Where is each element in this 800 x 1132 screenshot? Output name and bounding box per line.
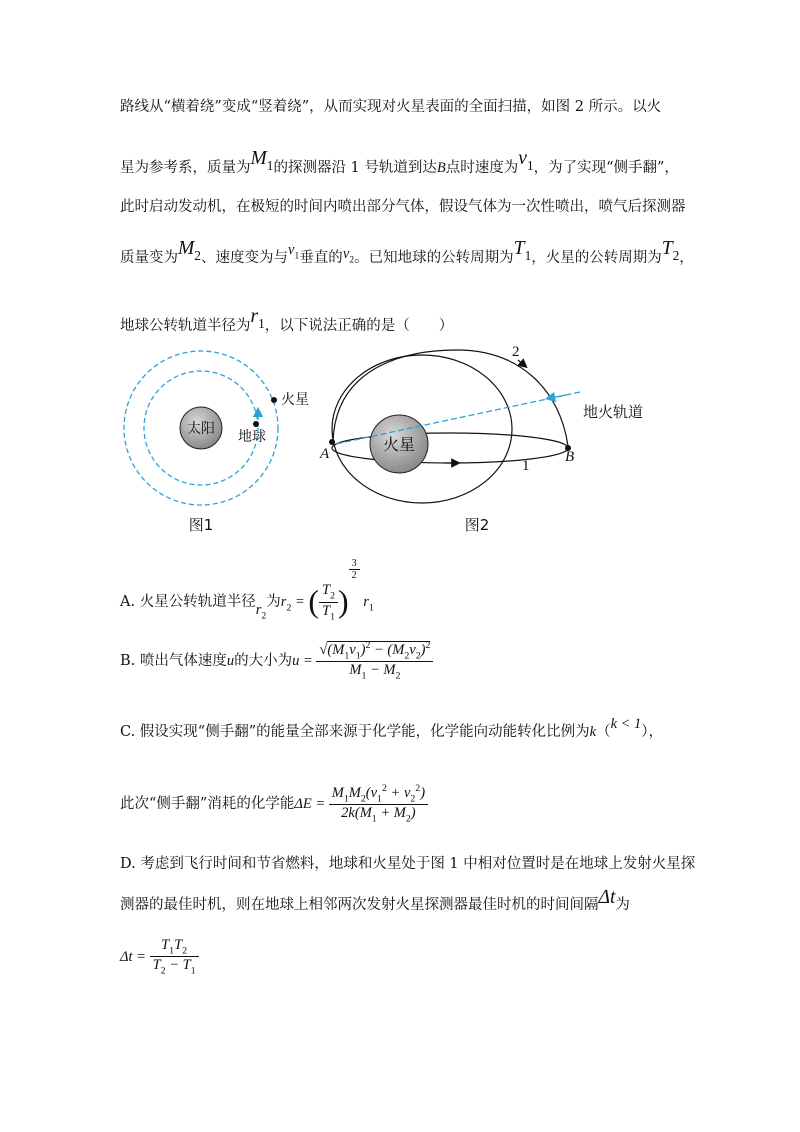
- option-b: B. 喷出气体速度u的大小为u = $\frac{√(M_1v_1)^2 - (M_2v_2)^2}{M_1 - M_2}$: [120, 640, 433, 682]
- var-v1: $v_1$: [287, 242, 300, 262]
- orbit-figures: [110, 340, 670, 540]
- text: 垂直的: [299, 250, 343, 266]
- text: 测器的最佳时机，则在地球上相邻两次发射火星探测器最佳时机的时间间隔: [120, 897, 599, 913]
- option-d-formula: Δt = $\frac{T_1T_2}{T_2 - T_1}$: [120, 937, 199, 977]
- text: ，以下说法正确的是（ ）: [264, 318, 454, 334]
- formula-c: $\frac{M_1M_2(v_1^2 + v_2^2)}{2k(M_1 + M_2)}$: [329, 783, 428, 825]
- earth-label: 地球: [238, 429, 266, 445]
- text: ），: [641, 724, 664, 740]
- var-r2: $r_2$: [255, 602, 267, 622]
- option-d-line-2: [120, 887, 630, 914]
- text: 的探测器沿 1 号轨道到达: [273, 160, 437, 176]
- text: ，火星的公转周期为: [531, 250, 662, 266]
- formula-d: $\frac{T_1T_2}{T_2 - T_1}$: [150, 937, 199, 977]
- fraction-t2-t1: $\frac{T_2}{T_1}$: [319, 582, 338, 622]
- option-d-text: D. 考虑到飞行时间和节省燃料，地球和火星处于图 1 中相对位置时是在地球上发射火星探: [120, 856, 696, 872]
- var-T2: $T_2$: [661, 238, 680, 263]
- text: 、速度变为与: [200, 250, 288, 266]
- orbit-2: [333, 350, 568, 446]
- var-r2: $r_2$: [280, 594, 292, 614]
- formula-b: $\frac{√(M_1v_1)^2 - (M_2v_2)^2}{M_1 - M_2}$: [316, 640, 433, 682]
- option-c-text: C. 假设实现“侧手翻”的能量全部来源于化学能，化学能向动能转化比例为: [120, 724, 590, 740]
- text: 的大小为: [234, 652, 293, 669]
- option-b-text: B. 喷出气体速度: [120, 652, 227, 669]
- orbit-1-label: 1: [522, 458, 530, 474]
- text: 地球公转轨道半径为: [120, 318, 251, 334]
- var-v2: $v_2$: [342, 246, 355, 266]
- var-u: u: [292, 652, 300, 669]
- sun-label: 太阳: [187, 421, 215, 437]
- text: 质量变为: [120, 250, 178, 266]
- option-d-line-1: [120, 852, 695, 873]
- text: 为: [266, 594, 281, 610]
- var-M1: $M_1$: [250, 148, 274, 173]
- paragraph-line-3: [120, 195, 686, 216]
- mars-dot: [271, 397, 277, 403]
- orbit-2-label: 2: [512, 344, 520, 360]
- option-a: A. 火星公转轨道半径$r_2$为$r_2$ = ( $\frac{T_2}{T_1}$ ) $\frac{3}{2}$ $r_1$: [120, 558, 374, 622]
- paragraph-line-4: [120, 238, 694, 267]
- paragraph-line-2: [120, 148, 679, 177]
- point-a-label: A: [320, 446, 330, 462]
- text: 为: [615, 897, 630, 913]
- var-M2: $M_2$: [178, 238, 201, 263]
- mars-body-label: 火星: [382, 435, 416, 454]
- text: 路线从“横着绕”变成“竖着绕”，从而实现对火星表面的全面扫描，如图 2 所示。以火: [120, 99, 662, 115]
- paragraph-line-1: [120, 95, 661, 116]
- option-c-line-1: [120, 716, 663, 741]
- var-v1: $v_1$: [518, 148, 534, 173]
- condition-k: k < 1: [610, 716, 642, 732]
- transfer-label: 地火轨道: [583, 403, 644, 421]
- mars-label: 火星: [281, 392, 309, 408]
- var-B: B: [436, 160, 446, 176]
- delta-t: Δt: [598, 887, 616, 908]
- point-a-dot: [329, 439, 335, 445]
- point-b-label: B: [565, 449, 575, 465]
- text: ，为了实现“侧手翻”，: [533, 160, 679, 176]
- orbit-2-arrow: [518, 360, 524, 365]
- exponent-3-2: $\frac{3}{2}$: [349, 558, 360, 581]
- var-u: u: [226, 652, 235, 669]
- option-c-line-2: 此次“侧手翻”消耗的化学能ΔE = $\frac{M_1M_2(v_1^2 + v_2^2)}{2k(M_1 + M_2)}$: [120, 783, 428, 825]
- paragraph-line-5: [120, 306, 453, 335]
- var-k: k: [589, 724, 597, 740]
- text: （: [596, 724, 611, 740]
- earth-mars-transfer-path: [336, 392, 580, 444]
- text: 点时速度为: [445, 160, 519, 176]
- figure-1: [124, 351, 309, 534]
- text: ，: [679, 250, 694, 266]
- text: 此次“侧手翻”消耗的化学能: [120, 795, 295, 812]
- text: 星为参考系，质量为: [120, 160, 251, 176]
- transfer-arrow: [550, 395, 566, 398]
- figure-1-caption: 图1: [188, 516, 214, 534]
- var-T1: $T_1$: [513, 238, 532, 263]
- figure-2-caption: 图2: [464, 516, 490, 534]
- var-r1: $r_1$: [250, 306, 265, 331]
- figure-2: [319, 344, 643, 534]
- text: 此时启动发动机，在极短的时间内喷出部分气体，假设气体为一次性喷出，喷气后探测器: [120, 199, 686, 215]
- text: 。已知地球的公转周期为: [354, 250, 514, 266]
- option-a-text: A. 火星公转轨道半径: [120, 594, 256, 610]
- earth-dot: [253, 421, 259, 427]
